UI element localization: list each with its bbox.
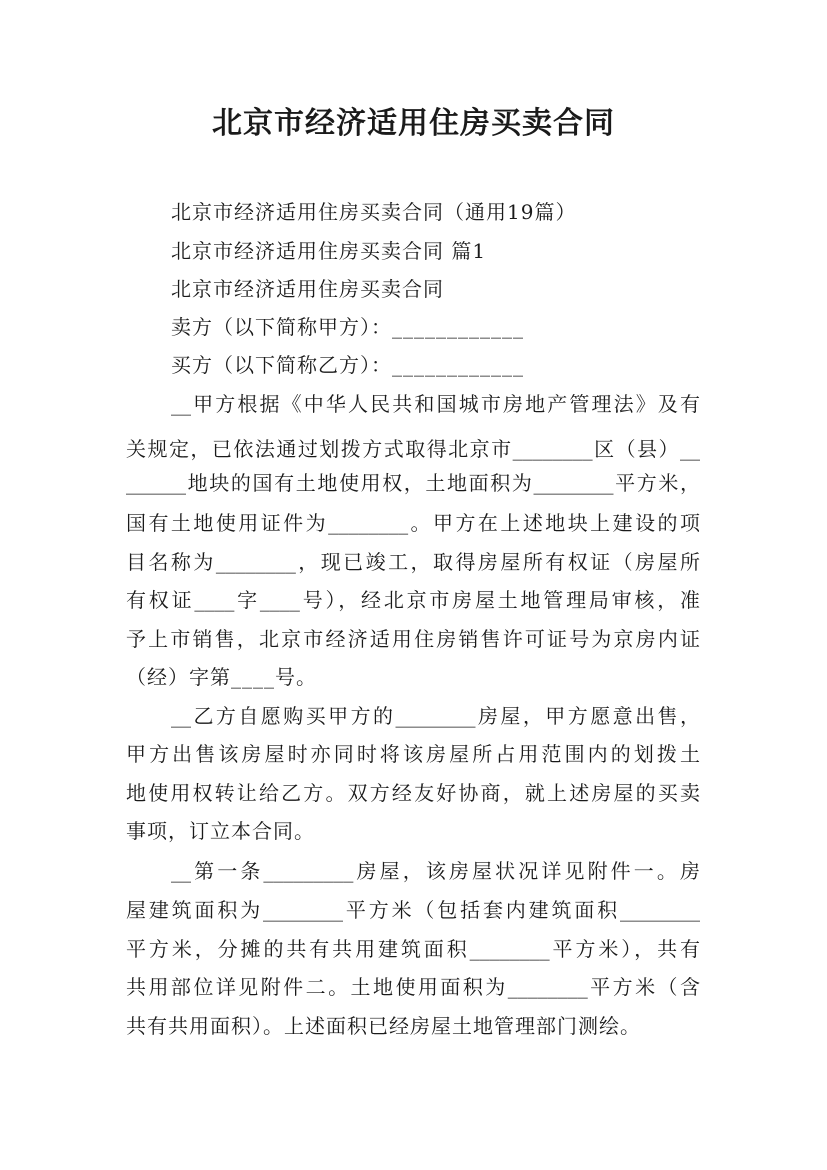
paragraph1-line: __甲方根据《中华人民共和国城市房地产管理法》及有 (171, 392, 700, 416)
paragraph3-line: 平方米，分摊的共有共用建筑面积________平方米），共有 (126, 937, 700, 961)
paragraph1-line: 目名称为________，现已竣工，取得房屋所有权证（房屋所 (126, 550, 700, 574)
buyer-line: 买方（以下简称乙方）：____________ (171, 353, 524, 377)
paragraph3-line: 共有共用面积）。上述面积已经房屋土地管理部门测绘。 (126, 1014, 641, 1038)
document-title: 北京市经济适用住房买卖合同 (212, 106, 615, 141)
paragraph1-line: 予上市销售，北京市经济适用住房销售许可证号为京房内证 (126, 627, 700, 651)
seller-line: 卖方（以下简称甲方）：____________ (171, 315, 524, 339)
collection-title: 北京市经济适用住房买卖合同（通用19篇） (171, 200, 577, 224)
article-heading: 北京市经济适用住房买卖合同 篇1 (171, 239, 487, 263)
paragraph2-line: 甲方出售该房屋时亦同时将该房屋所占用范围内的划拨土 (126, 742, 700, 766)
paragraph2-line: 地使用权转让给乙方。双方经友好协商，就上述房屋的买卖 (126, 781, 700, 805)
paragraph3-line: __第一条_________房屋，该房屋状况详见附件一。房 (171, 859, 700, 883)
paragraph3-line: 共用部位详见附件二。土地使用面积为________平方米（含 (126, 975, 700, 999)
paragraph2-line: 事项，订立本合同。 (126, 819, 315, 843)
paragraph1-line: ______地块的国有土地使用权，土地面积为________平方米， (126, 471, 700, 495)
paragraph2-line: __乙方自愿购买甲方的________房屋，甲方愿意出售， (171, 704, 700, 728)
paragraph1-line: 关规定，已依法通过划拨方式取得北京市________区（县）__ (126, 437, 700, 461)
paragraph1-line: （经）字第____号。 (126, 665, 317, 689)
paragraph3-line: 屋建筑面积为________平方米（包括套内建筑面积________ (126, 898, 700, 922)
contract-name: 北京市经济适用住房买卖合同 (171, 277, 444, 301)
paragraph1-line: 国有土地使用证件为________。甲方在上述地块上建设的项 (126, 511, 700, 535)
paragraph1-line: 有权证____字____号），经北京市房屋土地管理局审核，准 (126, 588, 700, 612)
